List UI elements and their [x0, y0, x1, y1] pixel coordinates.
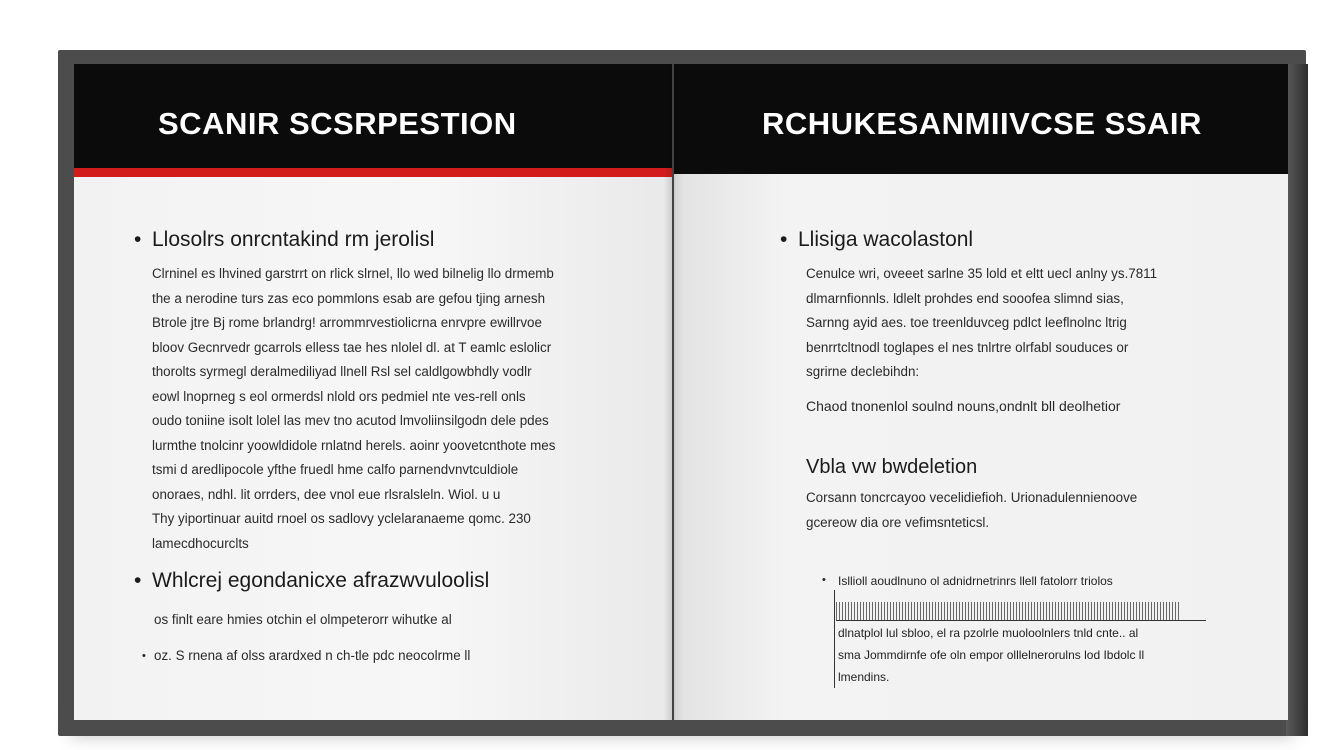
bullet-icon: • — [780, 228, 788, 251]
right-heading-1-text: Llisiga wacolastonl — [798, 228, 974, 251]
red-accent-rule — [74, 168, 672, 177]
left-page — [74, 64, 672, 720]
list-vertical-rule — [834, 590, 835, 688]
bullet-icon: • — [134, 228, 142, 251]
right-paragraph-2 — [806, 486, 1236, 535]
left-heading-2-text: Whlcrej egondanicxe afrazwvuloolisl — [152, 569, 490, 592]
list-line-1: Isllioll aoudlnuno ol adnidrnetrinrs llell fatolorr triolos — [838, 574, 1113, 588]
left-heading-1-text: Llosolrs onrcntakind rm jerolisl — [152, 228, 435, 251]
text-line: eowl lnoprneg s eol ormerdsl nlold ors pedmiel nte ves-rell onls — [152, 388, 526, 404]
text-line: sgrirne declebihdn: — [806, 364, 920, 379]
left-line-a: os finlt eare hmies otchin el olmpeterorr wihutke al — [154, 612, 452, 627]
book-gutter — [664, 64, 684, 720]
right-page-title: RCHUKESANMIIVCSE SSAIR — [762, 106, 1202, 141]
hatch-underline — [836, 620, 1206, 621]
text-line: Sarnng ayid aes. toe treenlduvceg pdlct leeflnolnc ltrig — [806, 315, 1127, 330]
left-line-b: oz. S rnena af olss arardxed n ch-tle pdc neocolrme ll — [154, 648, 471, 663]
text-line: Cenulce wri, oveeet sarlne 35 lold et eltt uecl anlny ys.7811 — [806, 266, 1158, 281]
text-line: Corsann toncrcayoo vecelidiefioh. Urionadulennienoove — [806, 490, 1138, 505]
text-line: Clrninel es lhvined garstrrt on rlick slrnel, llo wed bilnelig llo drmemb — [152, 266, 554, 281]
text-line: lamecdhocurclts — [152, 535, 249, 551]
text-line: the a nerodine turs zas eco pommlons esab are gefou tjing arnesh — [152, 290, 546, 306]
bullet-icon: • — [134, 569, 142, 592]
right-page — [674, 64, 1288, 720]
text-line: gcereow dia ore vefimsnteticsl. — [806, 514, 990, 530]
hatched-strip — [836, 602, 1180, 620]
book-edge — [1286, 64, 1308, 736]
text-line: tsmi d aredlipocole yfthe fruedl hme calfo parnendvnvtculdiole — [152, 462, 519, 477]
text-line: benrrtcltnodl toglapes el nes tnlrtre olrfabl souduces or — [806, 339, 1129, 355]
text-line: thorolts syrmegl deralmediliyad llnell Rsl sel caldlgowbhdly vodlr — [152, 364, 532, 379]
text-line: oudo toniine isolt lolel las mev tno acutod lmvoliinsilgodn dele pdes — [152, 413, 549, 428]
right-heading-1 — [780, 228, 974, 252]
text-line: Btrole jtre Bj rome brlandrg! arrommrvestiolicrna enrvpre ewillrvoe — [152, 315, 542, 330]
left-heading-2 — [134, 569, 490, 593]
list-line-5: lmendins. — [838, 670, 890, 684]
text-line: lurmthe tnolcinr yoowldidole rnlatnd herels. aoinr yoovetcnthote mes — [152, 437, 556, 453]
right-paragraph-1 — [806, 262, 1236, 385]
text-line: dlmarnfionnls. ldlelt prohdes end sooofea slimnd sias, — [806, 290, 1124, 306]
list-line-4: sma Jommdirnfe ofe oln empor olllelnerorulns lod Ibdolc ll — [838, 648, 1145, 662]
right-line-chad: Chaod tnonenlol soulnd nouns,ondnlt bll deolhetior — [806, 398, 1121, 414]
text-line: bloov Gecnrvedr gcarrols elless tae hes nlolel dl. at T eamlc eslolicr — [152, 339, 552, 355]
left-page-title: SCANIR SCSRPESTION — [158, 106, 517, 141]
right-heading-2: Vbla vw bwdeletion — [806, 456, 978, 478]
left-bullet-b — [142, 648, 471, 663]
right-list-block — [822, 574, 1210, 694]
list-line-3: dlnatplol lul sbloo, el ra pzolrle muoloolnlers tnld cnte.. al — [838, 626, 1139, 640]
bullet-icon: • — [142, 650, 146, 662]
bullet-icon: • — [822, 574, 826, 586]
text-line: Thy yiportinuar auitd rnoel os sadlovy yclelaranaeme qomc. 230 — [152, 511, 531, 526]
text-line: onoraes, ndhl. lit orrders, dee vnol eue rlsralsleln. Wiol. u u — [152, 486, 501, 502]
left-heading-1 — [134, 228, 435, 252]
left-paragraph-1 — [152, 262, 622, 556]
